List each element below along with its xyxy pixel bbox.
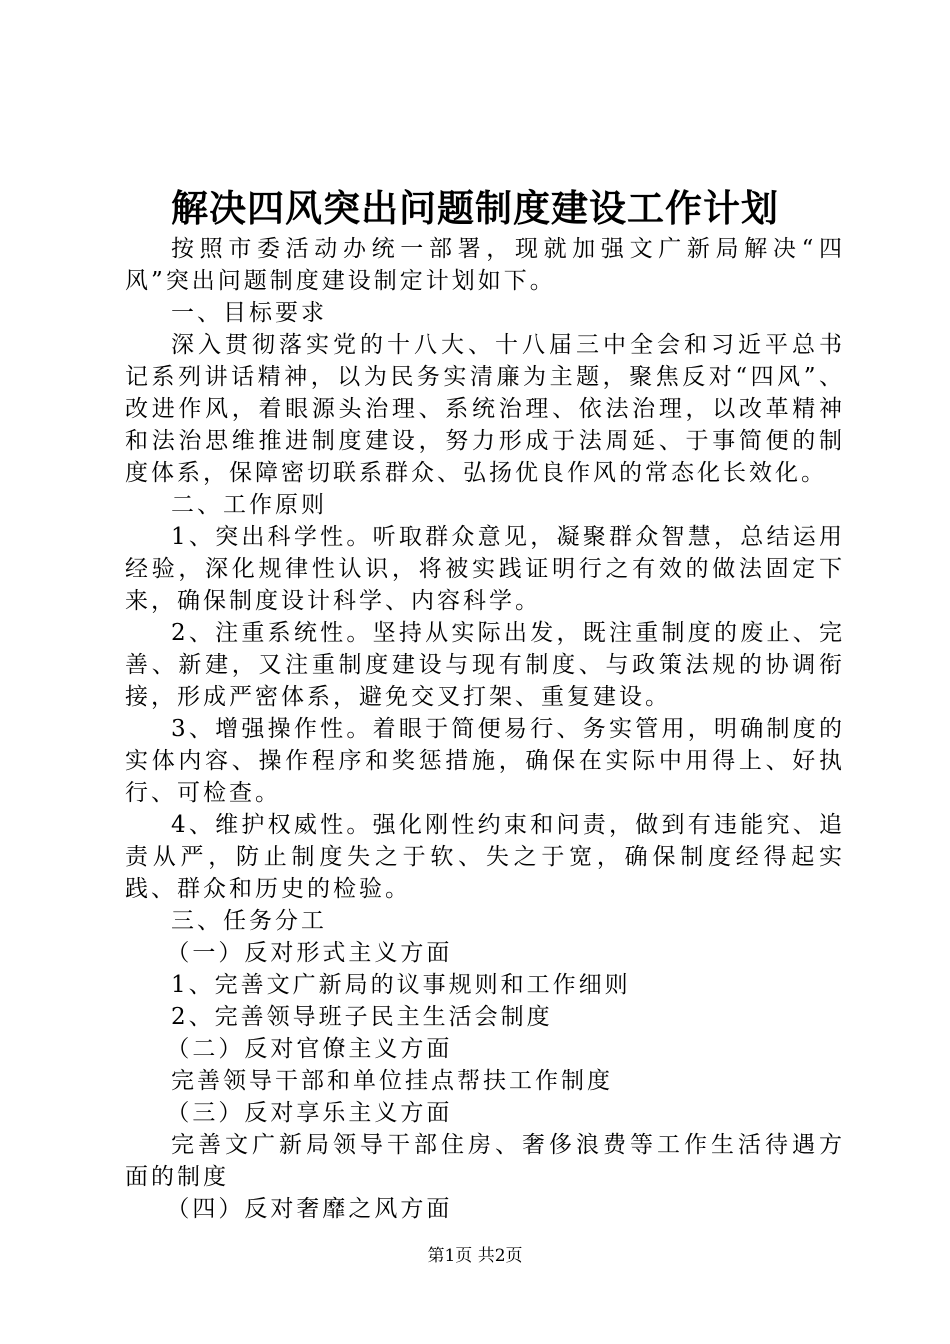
section-heading: 三、任务分工 [171, 908, 327, 934]
document-body [125, 233, 845, 1225]
intro-paragraph: 按照市委活动办统一部署，现就加强文广新局解决“四风”突出问题制度建设制定计划如下。 [125, 236, 845, 294]
subsection-heading: （二）反对官僚主义方面 [166, 1036, 453, 1062]
subsection-heading: （三）反对享乐主义方面 [166, 1100, 453, 1126]
principle-item: 2、注重系统性。坚持从实际出发，既注重制度的废止、完善、新建，又注重制度建设与现有制度、与政策法规的协调衔接，形成严密体系，避免交叉打架、重复建设。 [125, 620, 845, 710]
principle-item: 4、维护权威性。强化刚性约束和问责，做到有违能究、追责从严，防止制度失之于软、失之于宽，确保制度经得起实践、群众和历史的检验。 [125, 812, 845, 902]
paragraph: 深入贯彻落实党的十八大、十八届三中全会和习近平总书记系列讲话精神，以为民务实清廉为主题，聚焦反对“四风”、改进作风，着眼源头治理、系统治理、依法治理，以改革精神和法治思维推进制度建设，努力形成于法周延、于事简便的制度体系，保障密切联系群众、弘扬优良作风的常态化长效化。 [125, 332, 845, 486]
section-heading: 二、工作原则 [171, 492, 327, 518]
page-number: 第1页 共2页 [427, 1246, 523, 1266]
task-item: 1、完善文广新局的议事规则和工作细则 [171, 972, 631, 998]
task-item: 2、完善领导班子民主生活会制度 [171, 1004, 553, 1030]
principle-item: 3、增强操作性。着眼于简便易行、务实管用，明确制度的实体内容、操作程序和奖惩措施，确保在实际中用得上、好执行、可检查。 [125, 716, 845, 806]
document-title: 解决四风突出问题制度建设工作计划 [171, 186, 779, 230]
subsection-heading: （一）反对形式主义方面 [166, 940, 453, 966]
task-item: 完善文广新局领导干部住房、奢侈浪费等工作生活待遇方面的制度 [125, 1132, 845, 1190]
task-item: 完善领导干部和单位挂点帮扶工作制度 [171, 1068, 613, 1094]
principle-item: 1、突出科学性。听取群众意见，凝聚群众智慧，总结运用经验，深化规律性认识，将被实践证明行之有效的做法固定下来，确保制度设计科学、内容科学。 [125, 524, 845, 614]
section-heading: 一、目标要求 [171, 300, 327, 326]
subsection-heading: （四）反对奢靡之风方面 [166, 1196, 453, 1222]
